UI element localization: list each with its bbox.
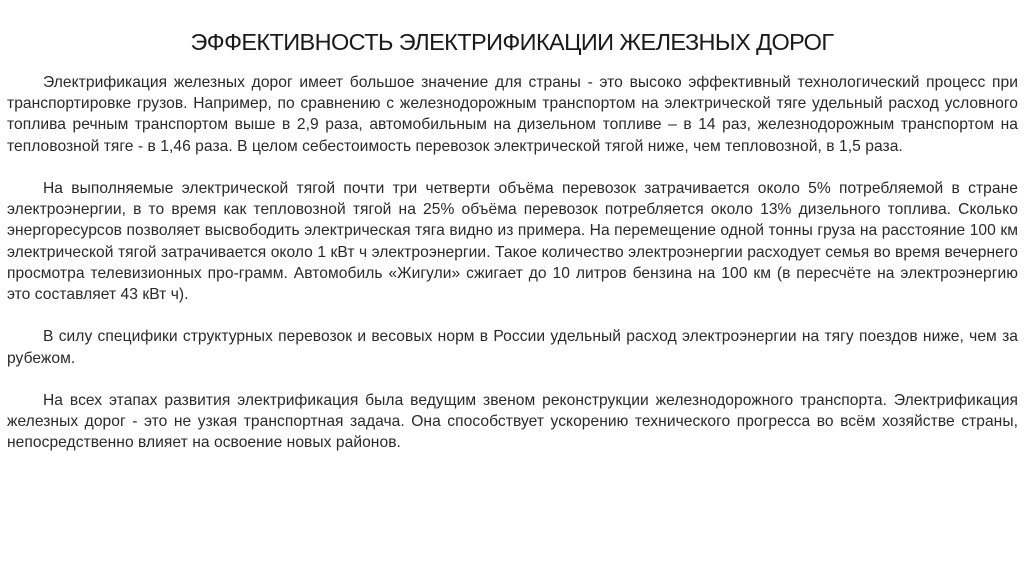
paragraph-4: На всех этапах развития электрификация была ведущим звеном реконструкции железнодорожного транспорта. Электрификация железных дорог - это не узкая транспортная задача. Она способствует ускорению технического прогресса во всём хозяйстве страны, непосредственно влияет на освоение новых районов.	[7, 392, 1018, 452]
paragraph-1: Электрификация железных дорог имеет большое значение для страны - это высоко эффективный технологический процесс при транспортировке грузов. Например, по сравнению с железнодорожным транспортом на электрической тяге удельный расход условного топлива речным транспортом выше в 2,9 раза, автомобильным на дизельном топливе – в 14 раз, железнодорожным транспортом на тепловозной тяге - в 1,46 раза. В целом себестоимость перевозок электрической тягой ниже, чем тепловозной, в 1,5 раза.	[7, 74, 1018, 155]
paragraph-3: В силу специфики структурных перевозок и весовых норм в России удельный расход электроэнергии на тягу поездов ниже, чем за рубежом.	[7, 328, 1018, 367]
paragraph-2: На выполняемые электрической тягой почти три четверти объёма перевозок затрачивается около 5% потребляемой в стране электроэнергии, в то время как тепловозной тягой на 25% объёма перевозок потребляется около 13% дизельного топлива. Сколько энергоресурсов позволяет высвободить электрическая тяга видно из примера. На перемещение одной тонны груза на расстояние 100 км электрической тягой затрачивается около 1 кВт ч электроэнергии. Такое количество электроэнергии расходует семья во время вечернего просмотра телевизионных про-грамм. Автомобиль «Жигули» сжигает до 10 литров бензина на 100 км (в пересчёте на электроэнергию это составляет 43 кВт ч).	[7, 180, 1018, 304]
slide-title: ЭФФЕКТИВНОСТЬ ЭЛЕКТРИФИКАЦИИ ЖЕЛЕЗНЫХ ДОРОГ	[190, 29, 834, 55]
slide-body	[7, 72, 1018, 454]
